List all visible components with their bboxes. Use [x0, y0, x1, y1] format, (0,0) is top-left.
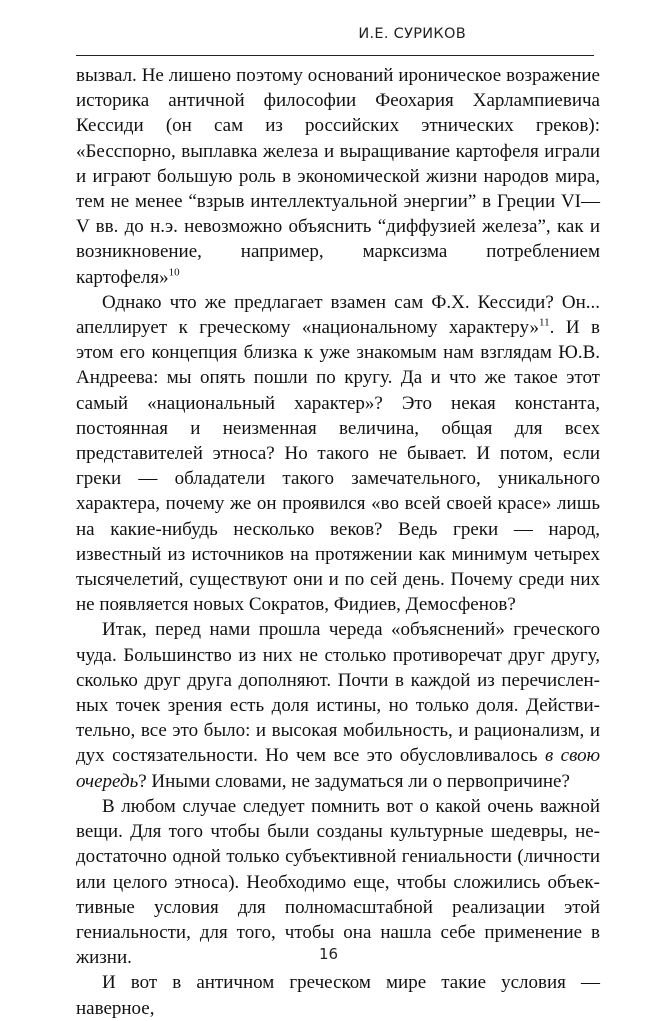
footnote-ref-10[interactable]: 10: [168, 266, 180, 279]
paragraph-4: В любом случае следует помнить вот о какой очень важной вещи. Для того чтобы были созданы культурные шедевры, недостаточно одной только субъективной гениальности (личности или целого этноса). Необходимо еще, чтобы сложились объективные условия для полномасштабной реализации этой гениальности, для того, чтобы она нашла себе применение в жизни.: [76, 795, 600, 969]
paragraph-2: [76, 290, 600, 618]
page-number: 16: [318, 945, 339, 963]
paragraph-2-text-a: Однако что же предлагает взамен сам Ф.Х. Кессиди? Он... апеллирует к греческому «национальному характеру»: [76, 291, 600, 339]
running-header: [76, 0, 594, 56]
paragraph-3-italic: в свою очередь: [76, 745, 600, 792]
running-head-author: И.Е. СУРИКОВ: [358, 26, 466, 42]
paragraph-1: [76, 63, 600, 290]
footnote-ref-11[interactable]: 11: [539, 316, 550, 329]
paragraph-5: И вот в античном греческом мире такие условия — наверное,: [76, 972, 600, 1019]
body-text: [76, 63, 600, 1021]
paragraph-2-text-b: . И в этом его концепция близка к уже знакомым нам взглядам Ю.В. Андреева: мы опять пошли по кругу. Да и что же такое этот самый «национальный характер»? Это некая константа, постоянная и неизменная величина, общая для всех представителей этноса? Но такого не бывает. И потом, если греки — обладатели такого замечательного, уникального характера, почему же он проявился «во всей своей красе» лишь на какие-нибудь несколько веков? Ведь греки — народ, известный из источников на протяжении как минимум четырех тысячелетий, существуют они и по сей день. Почему среди них не появляется новых Сократов, Фидиев, Демосфенов?: [76, 317, 600, 616]
paragraph-3-text-b: ? Иными словами, не задуматься ли о первопричине?: [138, 770, 570, 792]
paragraph-3: [76, 617, 600, 793]
paragraph-3-text-a: Итак, перед нами прошла череда «объяснений» греческого чуда. Большинство из них не столько противоречат друг другу, сколько друг друга дополняют. Почти в каждой из перечисленных точек зрения есть доля истины, но только доля. Действительно, все это было: и высокая мобильность, и рационализм, и дух состязательности. Но чем все это обусловливалось: [76, 619, 600, 767]
paragraph-1-text: вызвал. Не лишено поэтому оснований ироническое возражение историка античной философии Феохария Харлампиевича Кессиди (он сам из российских этнических греков): «Бесспорно, выплавка железа и выращивание картофеля играли и играют большую роль в экономической жизни народов мира, тем не менее “взрыв интеллектуальной энергии” в Греции VI—V вв. до н.э. невозможно объяснить “диффузией железа”, как и возникновение, например, марксизма потреблением картофеля»: [76, 65, 600, 288]
